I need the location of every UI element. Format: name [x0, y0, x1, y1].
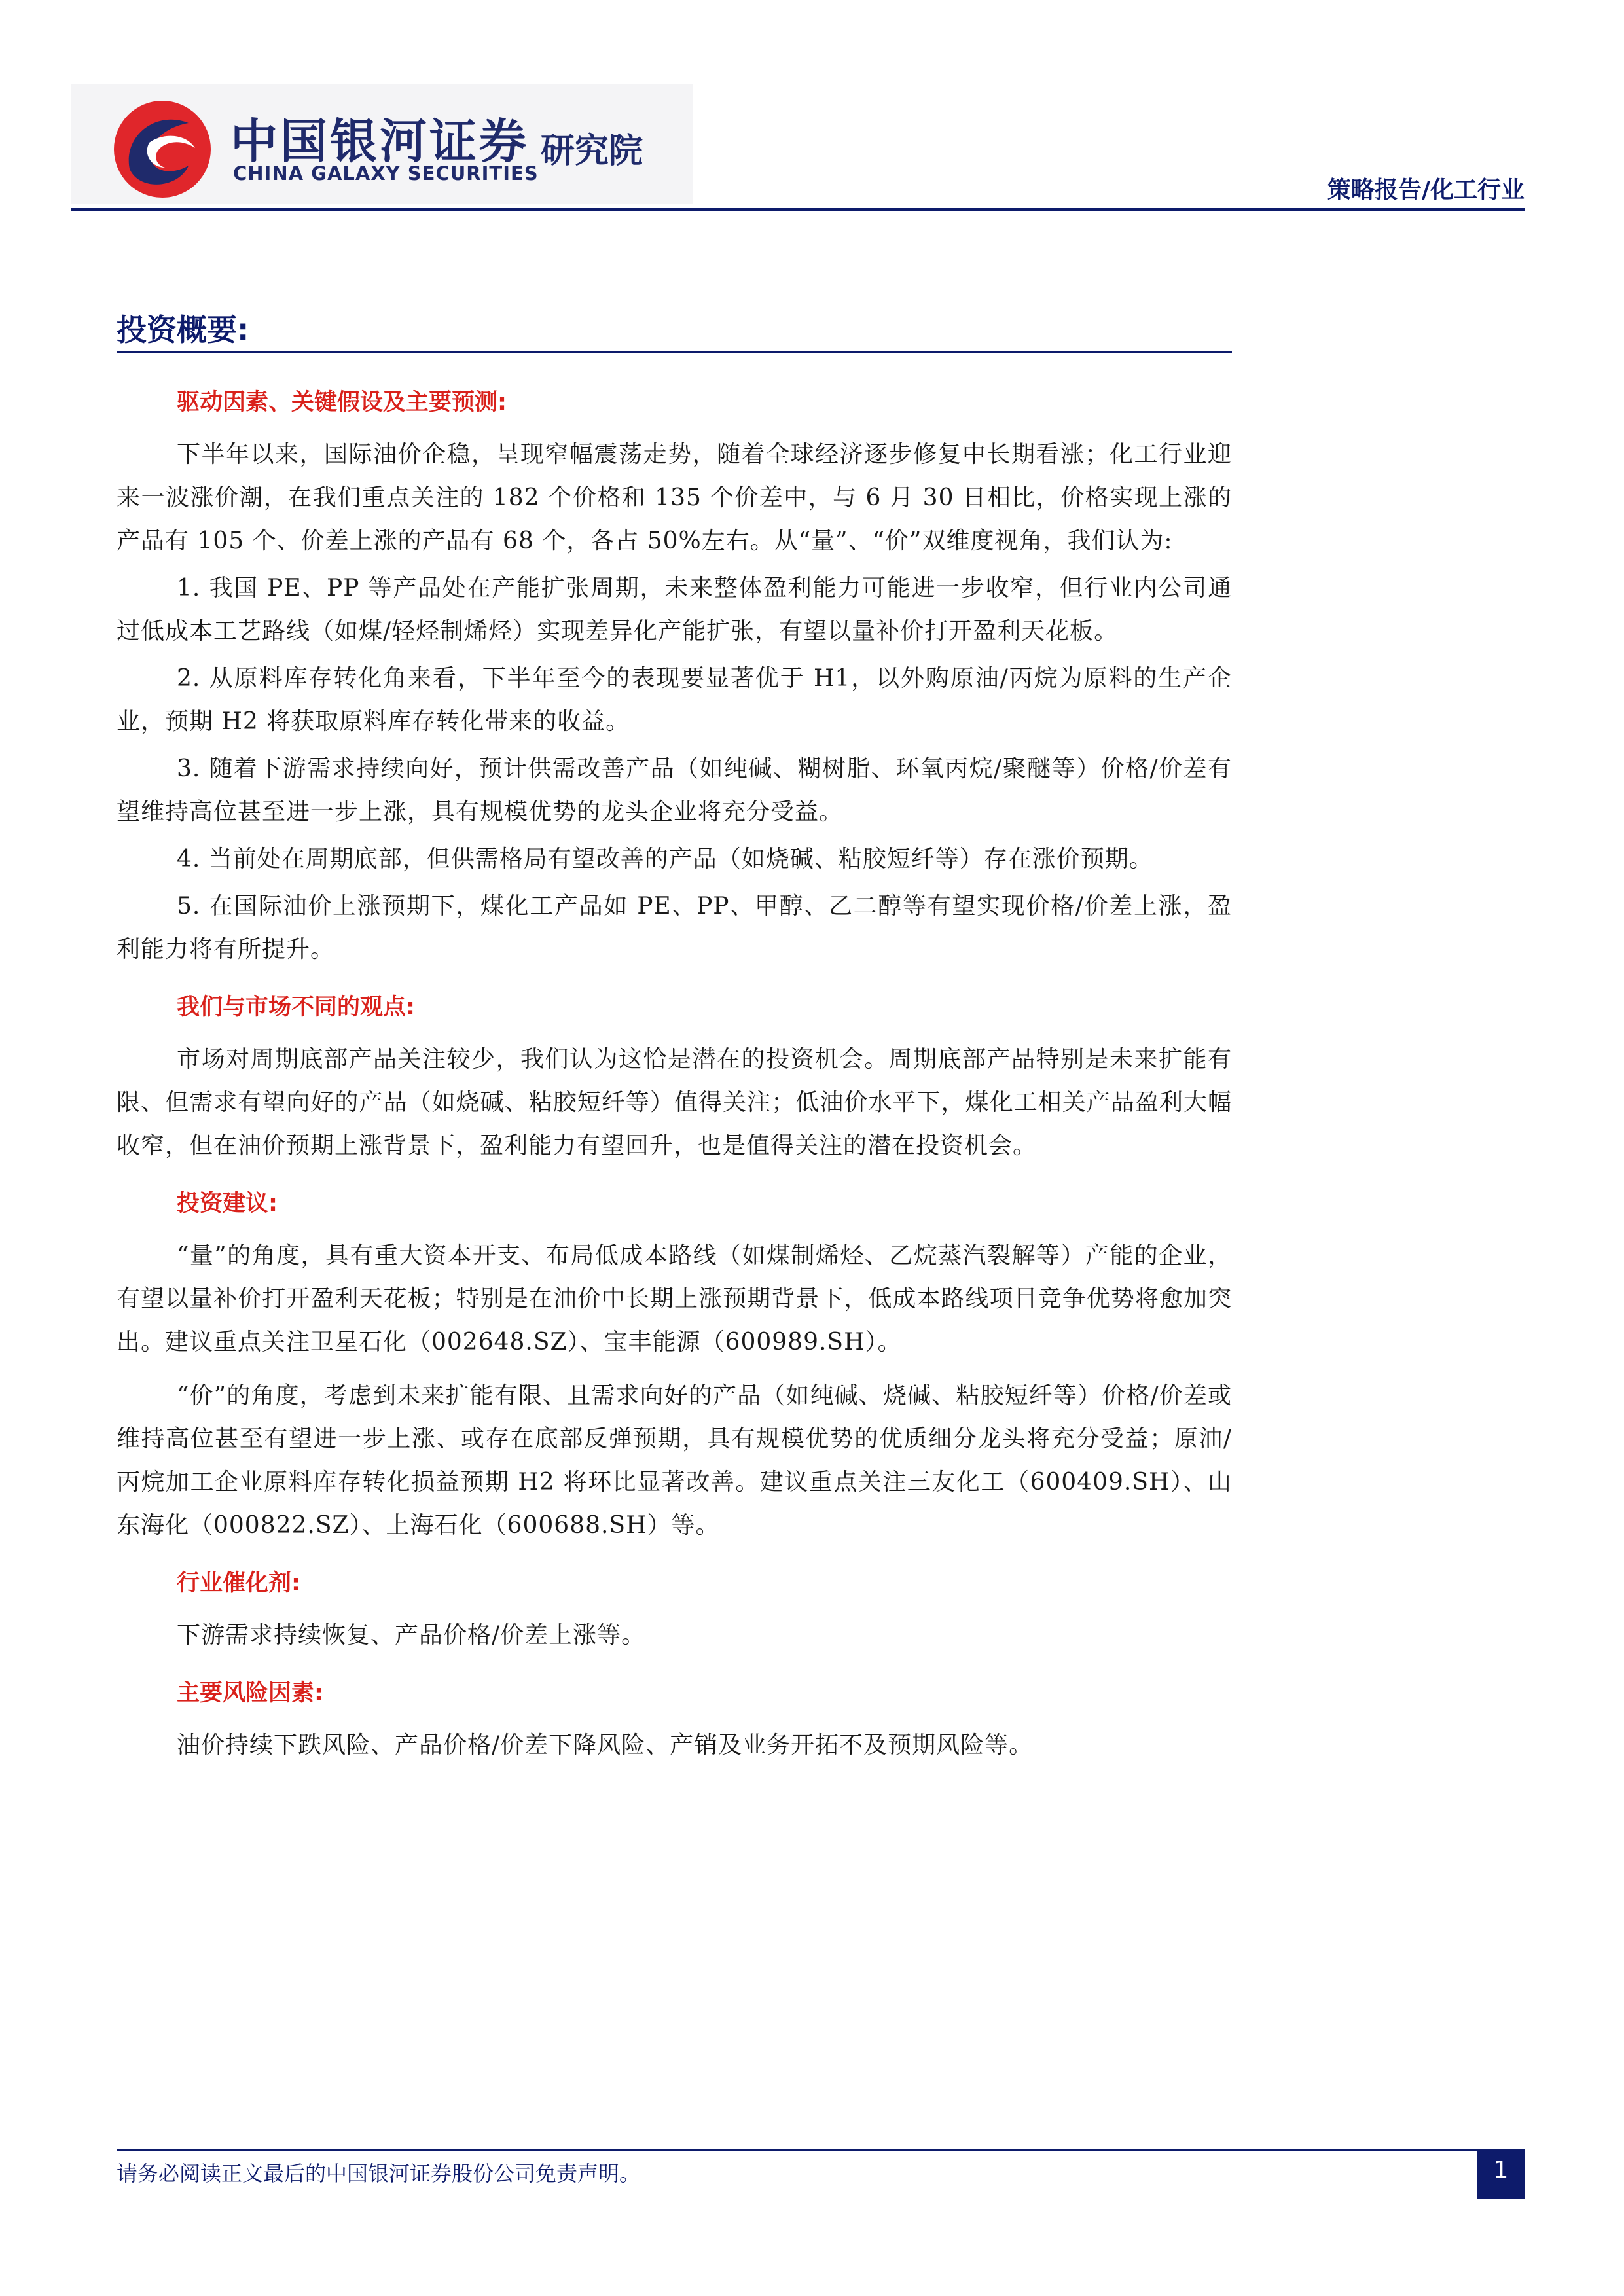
drivers-heading: 驱动因素、关键假设及主要预测: [177, 389, 507, 416]
footer-divider [117, 2149, 1525, 2151]
drivers-item-1: 1. 我国 PE、PP 等产品处在产能扩张周期，未来整体盈利能力可能进一步收窄，但行业内公司通过低成本工艺路线（如煤/轻烃制烯烃）实现差异化产能扩张，有望以量补价打开盈利天花板。 [117, 575, 1232, 645]
catalyst-text: 下游需求持续恢复、产品价格/价差上涨等。 [177, 1622, 646, 1649]
risks-text: 油价持续下跌风险、产品价格/价差下降风险、产销及业务开拓不及预期风险等。 [177, 1732, 1034, 1759]
differences-heading: 我们与市场不同的观点: [177, 994, 415, 1020]
title-underline [117, 351, 1232, 353]
differences-text: 市场对周期底部产品关注较少，我们认为这恰是潜在的投资机会。周期底部产品特别是未来扩能有限、但需求有望向好的产品（如烧碱、粘胶短纤等）值得关注；低油价水平下，煤化工相关产品盈利大幅收窄，但在油价预期上涨背景下，盈利能力有望回升，也是值得关注的潜在投资机会。 [117, 1046, 1232, 1159]
drivers-item-3: 3. 随着下游需求持续向好，预计供需改善产品（如纯碱、糊树脂、环氧丙烷/聚醚等）价格/价差有望维持高位甚至进一步上涨，具有规模优势的龙头企业将充分受益。 [117, 755, 1232, 825]
advice-price-paragraph: “价”的角度，考虑到未来扩能有限、且需求向好的产品（如纯碱、烧碱、粘胶短纤等）价格/价差或维持高位甚至有望进一步上涨、或存在底部反弹预期，具有规模优势的优质细分龙头将充分受益；原油/丙烷加工企业原料库存转化损益预期 H2 将环比显著改善。建议重点关注三友化工（600409.SH）、山东海化（000822.SZ）、上海石化（600688.SH）等。 [117, 1382, 1232, 1539]
drivers-item-2: 2. 从原料库存转化角来看，下半年至今的表现要显著优于 H1，以外购原油/丙烷为原料的生产企业，预期 H2 将获取原料库存转化带来的收益。 [117, 665, 1232, 735]
advice-heading: 投资建议: [177, 1191, 278, 1217]
drivers-item-5: 5. 在国际油价上涨预期下，煤化工产品如 PE、PP、甲醇、乙二醇等有望实现价格/价差上涨，盈利能力将有所提升。 [117, 893, 1232, 963]
risks-heading: 主要风险因素: [177, 1680, 323, 1706]
header-divider [71, 208, 1525, 211]
page-title: 投资概要: [117, 312, 249, 348]
logo-chinese-name: 中国银河证券 [230, 114, 530, 169]
drivers-item-4: 4. 当前处在周期底部，但供需格局有望改善的产品（如烧碱、粘胶短纤等）存在涨价预期。 [177, 846, 1153, 872]
drivers-intro: 下半年以来，国际油价企稳，呈现窄幅震荡走势，随着全球经济逐步修复中长期看涨；化工行业迎来一波涨价潮，在我们重点关注的 182 个价格和 135 个价差中，与 6 月 30 日相比，价格实现上涨的产品有 105 个、价差上涨的产品有 68 个，各占 50%左右。从“量”、“价”双维度视角，我们认为: [117, 441, 1232, 554]
logo-institute: 研究院 [541, 132, 643, 171]
galaxy-swirl-logo-icon [110, 97, 215, 202]
logo-english-name: CHINA GALAXY SECURITIES [233, 162, 539, 185]
report-type-label: 策略报告/化工行业 [1327, 177, 1525, 204]
footer-disclaimer: 请务必阅读正文最后的中国银河证券股份公司免责声明。 [117, 2161, 641, 2186]
catalyst-heading: 行业催化剂: [177, 1570, 300, 1596]
page-number: 1 [1477, 2149, 1525, 2199]
advice-volume-paragraph: “量”的角度，具有重大资本开支、布局低成本路线（如煤制烯烃、乙烷蒸汽裂解等）产能的企业，有望以量补价打开盈利天花板；特别是在油价中长期上涨预期背景下，低成本路线项目竞争优势将愈加突出。建议重点关注卫星石化（002648.SZ）、宝丰能源（600989.SH）。 [117, 1242, 1232, 1355]
main-content [117, 367, 1232, 1771]
